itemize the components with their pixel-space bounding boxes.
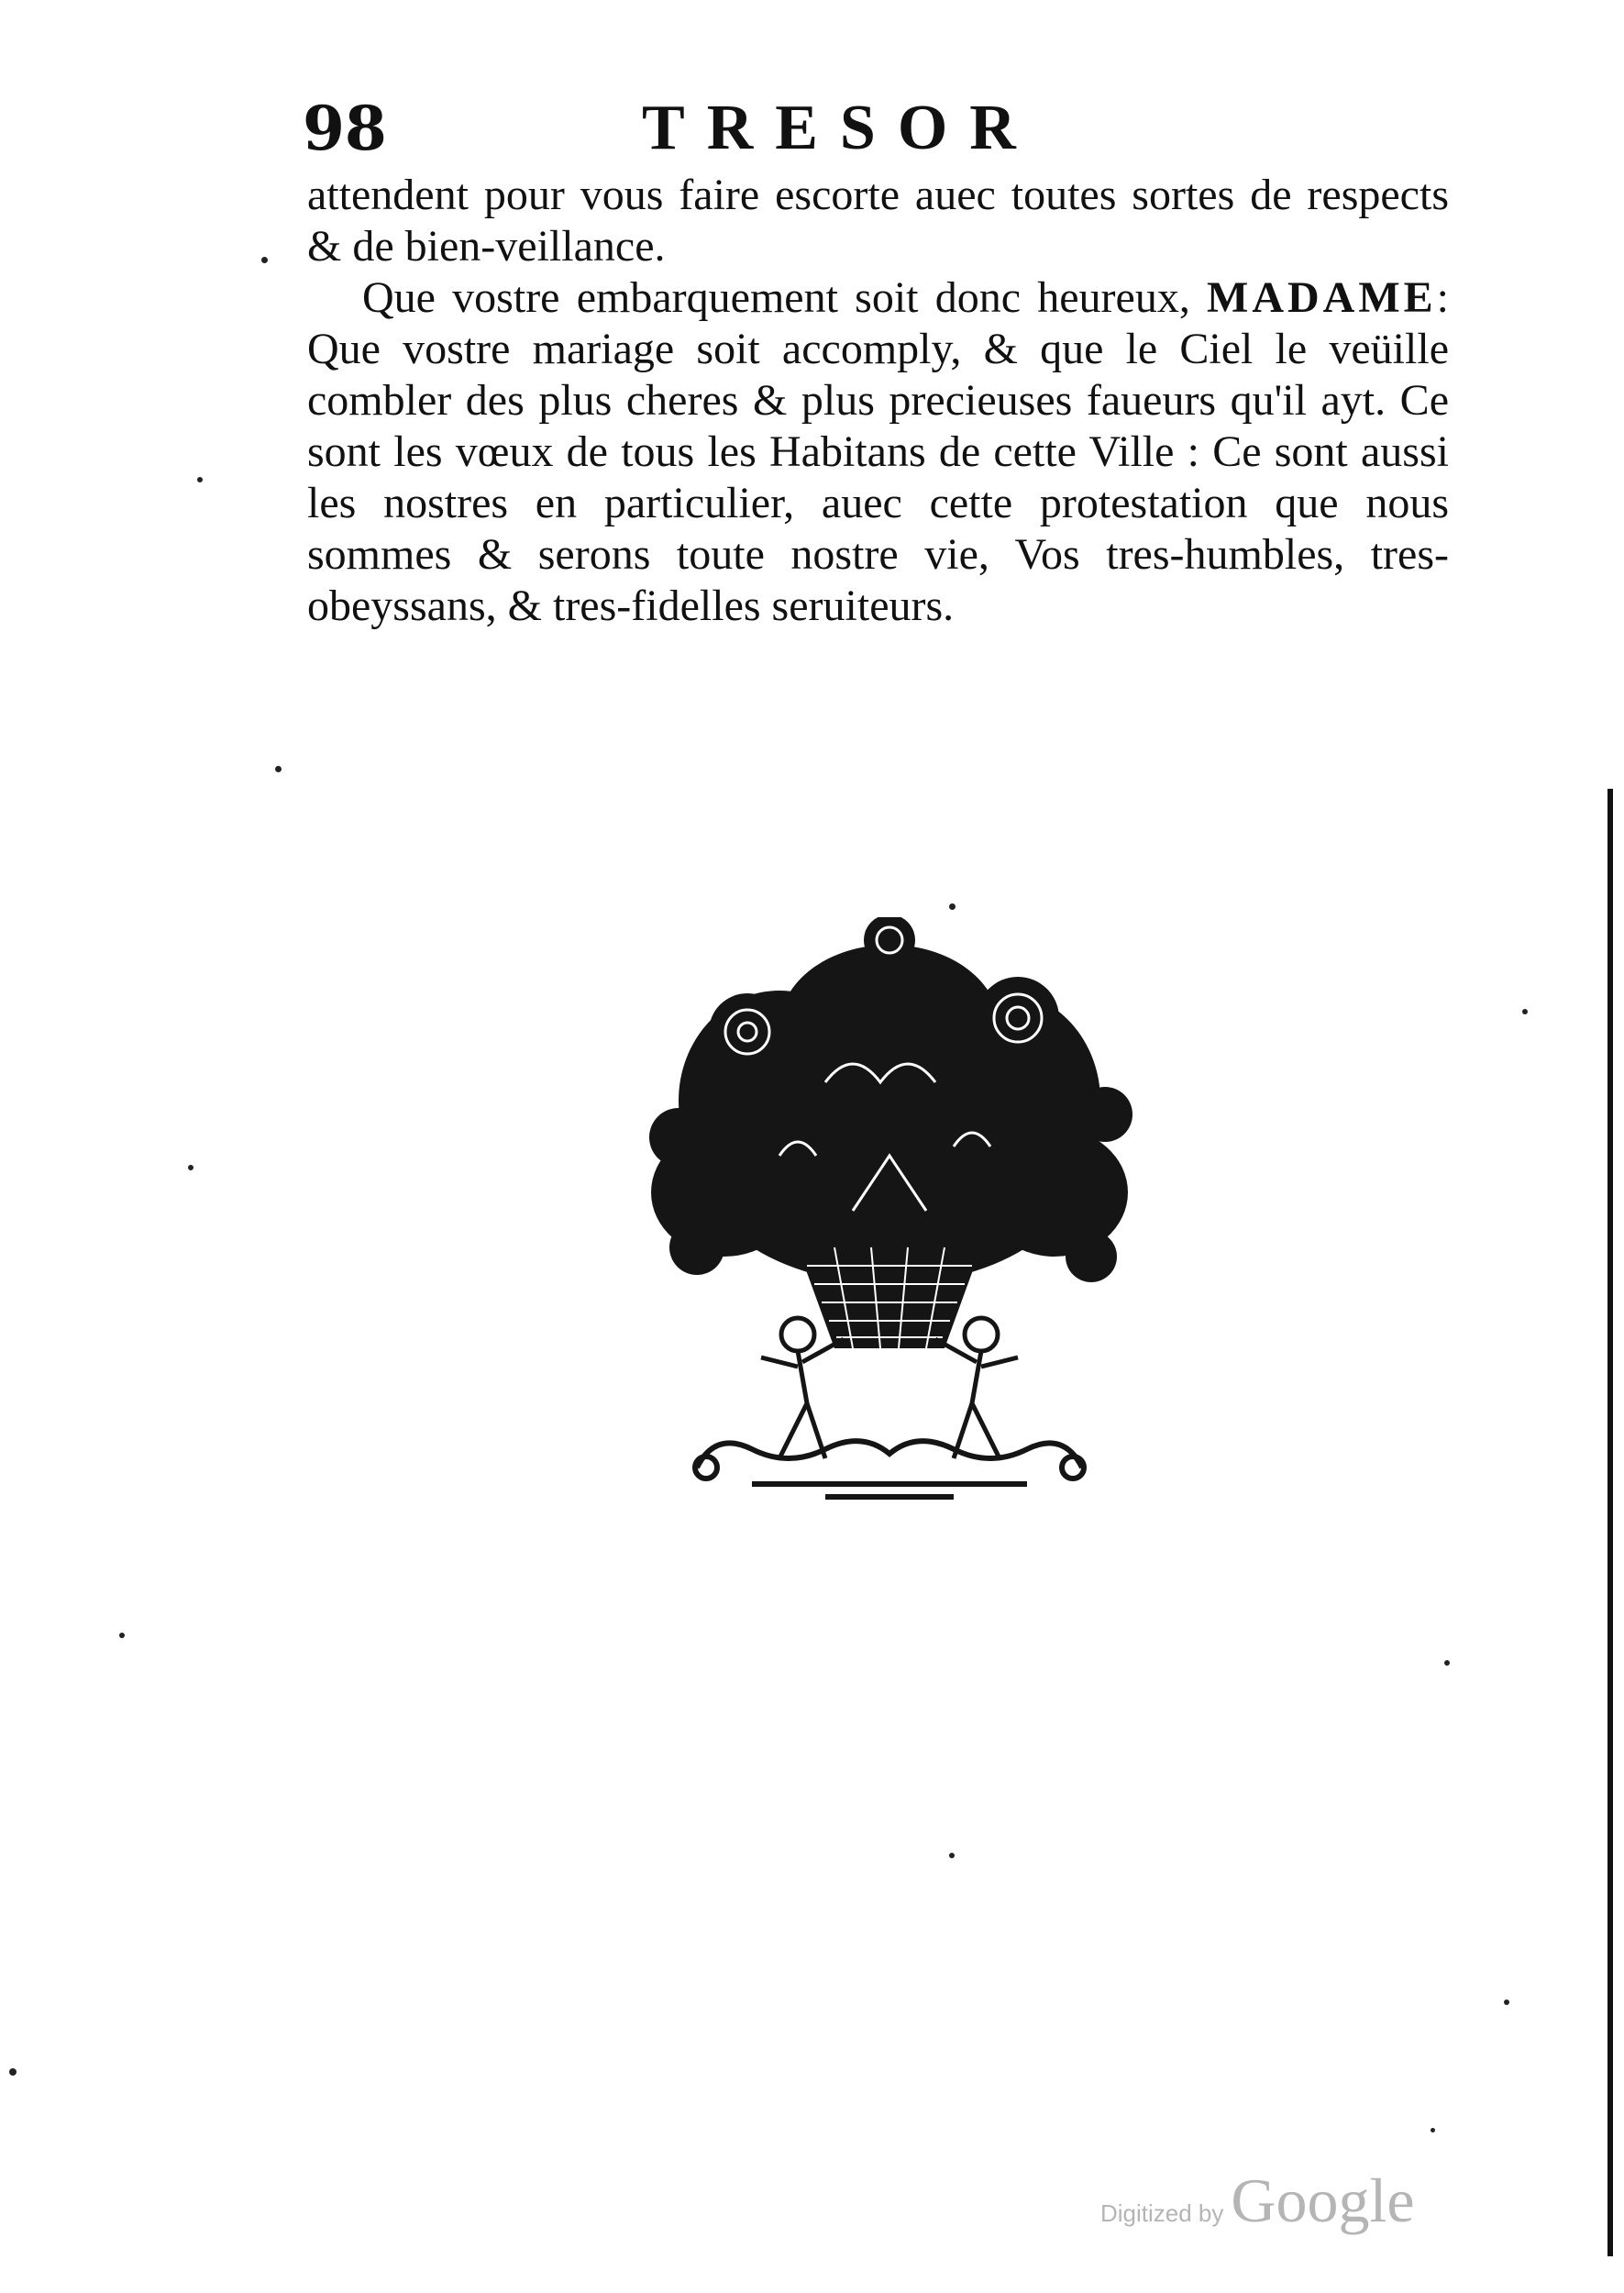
print-speck bbox=[119, 1633, 125, 1638]
google-logo-text: Google bbox=[1231, 2166, 1415, 2235]
paragraph-2-rest: : Que vostre mariage soit accomply, & que le Ciel le veüille combler des plus cheres & plus precieuses faueurs qu'il ayt. Ce sont les vœux de tous les Habitans de cette Ville : Ce sont aussi les nostres en particulier, auec cette protestation que nous sommes & serons toute nostre vie, Vos tres-humbles, tres-obeyssans, & tres-fidelles seruiteurs. bbox=[307, 273, 1449, 630]
page-edge-shadow bbox=[1607, 789, 1613, 2256]
page-number: 98 bbox=[303, 93, 387, 164]
print-speck bbox=[188, 1165, 193, 1170]
print-speck bbox=[1504, 1999, 1509, 2005]
print-speck bbox=[261, 257, 268, 263]
print-speck bbox=[197, 477, 203, 482]
digitized-by-google-watermark bbox=[1100, 2165, 1415, 2237]
print-speck bbox=[1431, 2128, 1435, 2132]
print-speck bbox=[949, 1853, 955, 1858]
page-header bbox=[303, 87, 1449, 170]
madame-smallcaps: MADAME bbox=[1207, 273, 1437, 322]
paragraph-2 bbox=[307, 272, 1449, 632]
paragraph-2-start: Que vostre embarquement soit donc heureux, bbox=[362, 273, 1208, 322]
running-head: TRESOR bbox=[642, 93, 1038, 163]
paragraph-1: attendent pour vous faire escorte auec toutes sortes de respects & de bien-veillance. bbox=[307, 171, 1449, 271]
print-speck bbox=[1444, 1660, 1450, 1666]
flower-basket-ornament-icon bbox=[642, 917, 1137, 1504]
print-speck bbox=[949, 903, 956, 910]
print-speck bbox=[1522, 1009, 1528, 1014]
digitized-by-label: Digitized by bbox=[1100, 2199, 1224, 2227]
body-text bbox=[307, 170, 1449, 632]
print-speck bbox=[275, 766, 282, 772]
print-speck bbox=[9, 2068, 17, 2076]
